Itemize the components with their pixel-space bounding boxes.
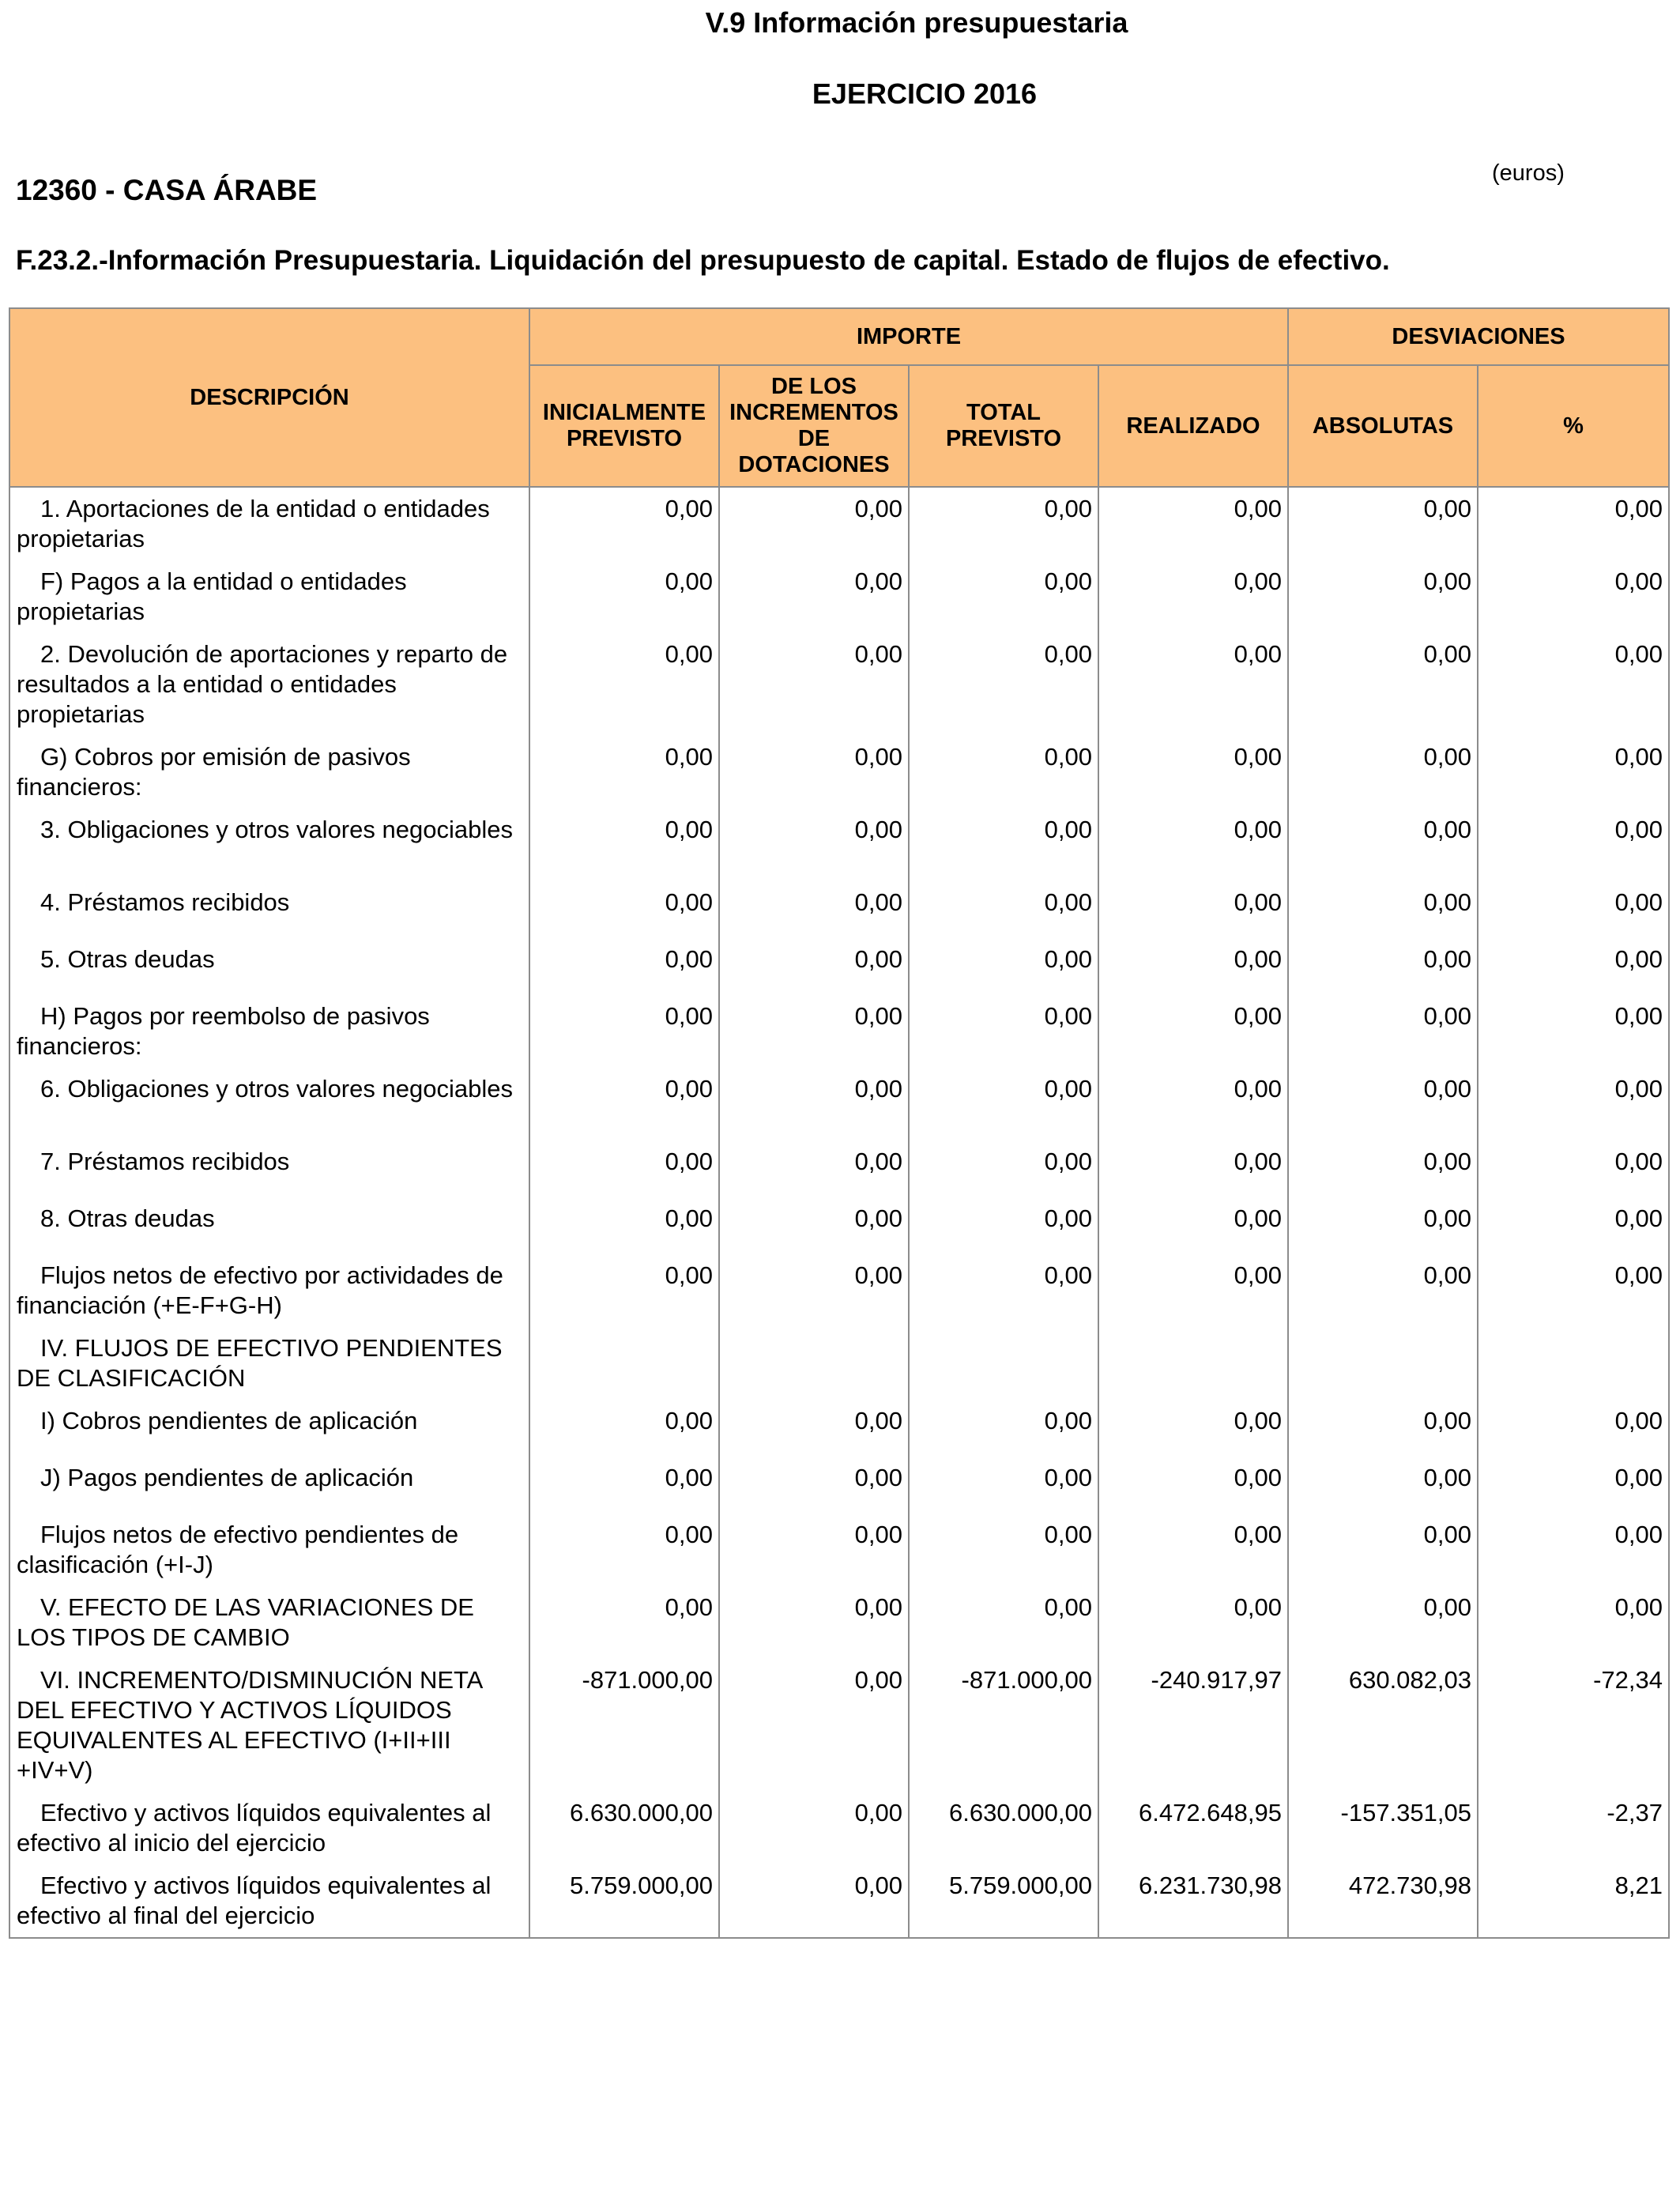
row-value: -240.917,97: [1098, 1659, 1288, 1792]
table-row: [9, 633, 1669, 736]
row-description: G) Cobros por emisión de pasivos financieros:: [9, 736, 529, 809]
row-value: 0,00: [1478, 1254, 1669, 1327]
header-description: DESCRIPCIÓN: [9, 308, 529, 487]
table-row: [9, 487, 1669, 560]
row-value: 0,00: [1288, 881, 1478, 938]
row-value: 472.730,98: [1288, 1864, 1478, 1938]
row-value: 0,00: [529, 736, 719, 809]
row-value: 0,00: [1478, 1068, 1669, 1140]
row-value: [1098, 1327, 1288, 1400]
table-row: [9, 1140, 1669, 1197]
row-description: F) Pagos a la entidad o entidades propietarias: [9, 560, 529, 633]
row-value: 0,00: [909, 938, 1098, 995]
row-value: 0,00: [909, 881, 1098, 938]
row-value: 0,00: [1288, 1140, 1478, 1197]
row-value: 0,00: [1098, 633, 1288, 736]
row-value: 0,00: [719, 1864, 909, 1938]
row-value: 0,00: [719, 1514, 909, 1586]
header-total-previsto: TOTAL PREVISTO: [909, 365, 1098, 487]
row-value: 6.630.000,00: [529, 1792, 719, 1864]
row-value: 0,00: [909, 487, 1098, 560]
row-value: 0,00: [1288, 1254, 1478, 1327]
row-description: 1. Aportaciones de la entidad o entidades propietarias: [9, 487, 529, 560]
table-row: [9, 1400, 1669, 1457]
row-value: 0,00: [529, 560, 719, 633]
row-value: 0,00: [909, 633, 1098, 736]
row-value: 0,00: [909, 1586, 1098, 1659]
row-value: 0,00: [719, 1457, 909, 1514]
row-value: 0,00: [1478, 1514, 1669, 1586]
header-absolutas: ABSOLUTAS: [1288, 365, 1478, 487]
row-value: 0,00: [719, 1659, 909, 1792]
row-value: 0,00: [1478, 1457, 1669, 1514]
row-value: 0,00: [909, 560, 1098, 633]
header-percent: %: [1478, 365, 1669, 487]
header-incrementos-dotaciones: DE LOS INCREMENTOS DE DOTACIONES: [719, 365, 909, 487]
table-row: [9, 1659, 1669, 1792]
row-value: 0,00: [1478, 736, 1669, 809]
table-row: [9, 995, 1669, 1068]
row-value: 0,00: [1098, 881, 1288, 938]
row-value: 0,00: [529, 938, 719, 995]
row-value: 6.630.000,00: [909, 1792, 1098, 1864]
row-value: 0,00: [1288, 938, 1478, 995]
row-value: 0,00: [529, 809, 719, 881]
table-row: [9, 809, 1669, 881]
table-row: [9, 1586, 1669, 1659]
row-value: 0,00: [529, 1068, 719, 1140]
row-value: 0,00: [529, 1197, 719, 1254]
row-value: 0,00: [1478, 1140, 1669, 1197]
row-value: 0,00: [909, 1197, 1098, 1254]
row-description: V. EFECTO DE LAS VARIACIONES DE LOS TIPOS DE CAMBIO: [9, 1586, 529, 1659]
fiscal-year-label: EJERCICIO 2016: [812, 77, 1038, 110]
row-description: 2. Devolución de aportaciones y reparto de resultados a la entidad o entidades propietarias: [9, 633, 529, 736]
row-value: 0,00: [529, 1457, 719, 1514]
row-value: 0,00: [1098, 1068, 1288, 1140]
row-value: 0,00: [1098, 1400, 1288, 1457]
row-value: 0,00: [529, 633, 719, 736]
row-value: 0,00: [1288, 487, 1478, 560]
report-subtitle: F.23.2.-Información Presupuestaria. Liquidación del presupuesto de capital. Estado de flujos de efectivo.: [16, 245, 1390, 276]
row-value: 0,00: [719, 633, 909, 736]
row-value: 8,21: [1478, 1864, 1669, 1938]
row-description: 6. Obligaciones y otros valores negociables: [9, 1068, 529, 1140]
row-value: 0,00: [909, 1254, 1098, 1327]
row-value: 0,00: [719, 1068, 909, 1140]
table-row: [9, 1197, 1669, 1254]
row-description: 3. Obligaciones y otros valores negociables: [9, 809, 529, 881]
cash-flow-table: [9, 307, 1670, 1939]
row-value: 0,00: [719, 487, 909, 560]
table-row: [9, 560, 1669, 633]
row-value: 0,00: [719, 1197, 909, 1254]
row-description: 4. Préstamos recibidos: [9, 881, 529, 938]
row-description: VI. INCREMENTO/DISMINUCIÓN NETA DEL EFECTIVO Y ACTIVOS LÍQUIDOS EQUIVALENTES AL EFECTIVO (I+II+III +IV+V): [9, 1659, 529, 1792]
row-value: 0,00: [909, 1457, 1098, 1514]
row-value: 0,00: [909, 1140, 1098, 1197]
row-value: 0,00: [1478, 1400, 1669, 1457]
row-value: 0,00: [1288, 560, 1478, 633]
row-value: 0,00: [529, 487, 719, 560]
row-value: 0,00: [1098, 736, 1288, 809]
row-value: 0,00: [1288, 995, 1478, 1068]
row-value: 0,00: [1478, 1197, 1669, 1254]
row-value: 0,00: [1288, 1068, 1478, 1140]
row-description: 7. Préstamos recibidos: [9, 1140, 529, 1197]
row-value: 0,00: [1098, 1254, 1288, 1327]
row-value: 0,00: [719, 1140, 909, 1197]
row-value: 0,00: [1478, 487, 1669, 560]
row-value: 0,00: [719, 1586, 909, 1659]
row-value: 0,00: [529, 1140, 719, 1197]
row-value: 0,00: [1098, 487, 1288, 560]
row-value: 0,00: [909, 809, 1098, 881]
row-value: 0,00: [719, 736, 909, 809]
row-value: 0,00: [529, 1254, 719, 1327]
row-value: 6.231.730,98: [1098, 1864, 1288, 1938]
row-value: 0,00: [719, 1792, 909, 1864]
row-value: 0,00: [1288, 1400, 1478, 1457]
row-value: 0,00: [719, 1254, 909, 1327]
row-value: 0,00: [1288, 1457, 1478, 1514]
row-value: 0,00: [529, 1586, 719, 1659]
row-description: I) Cobros pendientes de aplicación: [9, 1400, 529, 1457]
row-value: 0,00: [1478, 881, 1669, 938]
row-value: 0,00: [1478, 633, 1669, 736]
row-value: 0,00: [1288, 633, 1478, 736]
row-value: [909, 1327, 1098, 1400]
table-row: [9, 1068, 1669, 1140]
row-value: [529, 1327, 719, 1400]
row-value: 5.759.000,00: [529, 1864, 719, 1938]
row-value: 0,00: [909, 1068, 1098, 1140]
row-description: Efectivo y activos líquidos equivalentes al efectivo al inicio del ejercicio: [9, 1792, 529, 1864]
row-description: 8. Otras deudas: [9, 1197, 529, 1254]
row-value: 6.472.648,95: [1098, 1792, 1288, 1864]
row-value: 0,00: [909, 736, 1098, 809]
row-value: -72,34: [1478, 1659, 1669, 1792]
table-row: [9, 1864, 1669, 1938]
row-value: 0,00: [1098, 1514, 1288, 1586]
table-row: [9, 1792, 1669, 1864]
row-value: 0,00: [909, 1514, 1098, 1586]
row-value: -157.351,05: [1288, 1792, 1478, 1864]
row-value: 630.082,03: [1288, 1659, 1478, 1792]
row-value: 0,00: [529, 881, 719, 938]
row-value: 0,00: [1288, 1197, 1478, 1254]
row-value: 0,00: [529, 995, 719, 1068]
header-realizado: REALIZADO: [1098, 365, 1288, 487]
row-value: 0,00: [719, 1400, 909, 1457]
row-value: 0,00: [1478, 560, 1669, 633]
row-value: 0,00: [1288, 1514, 1478, 1586]
table-row: [9, 881, 1669, 938]
row-description: H) Pagos por reembolso de pasivos financieros:: [9, 995, 529, 1068]
row-value: 0,00: [1478, 1586, 1669, 1659]
row-description: Efectivo y activos líquidos equivalentes al efectivo al final del ejercicio: [9, 1864, 529, 1938]
table-row: [9, 1327, 1669, 1400]
table-row: [9, 1457, 1669, 1514]
row-value: 0,00: [1098, 995, 1288, 1068]
table-row: [9, 1254, 1669, 1327]
row-description: 5. Otras deudas: [9, 938, 529, 995]
row-value: 0,00: [719, 560, 909, 633]
row-value: 0,00: [1098, 560, 1288, 633]
row-value: 0,00: [1098, 1140, 1288, 1197]
row-value: 0,00: [1098, 809, 1288, 881]
header-importe: IMPORTE: [529, 308, 1288, 365]
row-description: J) Pagos pendientes de aplicación: [9, 1457, 529, 1514]
row-value: 0,00: [529, 1514, 719, 1586]
row-value: -871.000,00: [529, 1659, 719, 1792]
header-desviaciones: DESVIACIONES: [1288, 308, 1669, 365]
table-row: [9, 1514, 1669, 1586]
row-value: -2,37: [1478, 1792, 1669, 1864]
row-value: -871.000,00: [909, 1659, 1098, 1792]
row-value: 0,00: [529, 1400, 719, 1457]
row-value: 0,00: [1098, 1457, 1288, 1514]
units-label: (euros): [1492, 160, 1565, 186]
entity-name: 12360 - CASA ÁRABE: [16, 174, 318, 206]
row-value: 0,00: [1288, 809, 1478, 881]
row-value: 0,00: [1098, 1586, 1288, 1659]
row-value: [719, 1327, 909, 1400]
row-value: 0,00: [719, 881, 909, 938]
row-value: 0,00: [1098, 1197, 1288, 1254]
table-row: [9, 938, 1669, 995]
row-value: 0,00: [1478, 809, 1669, 881]
page-title: V.9 Información presupuestaria: [705, 6, 1128, 39]
row-value: 0,00: [1098, 938, 1288, 995]
row-value: 0,00: [1288, 1586, 1478, 1659]
row-value: 5.759.000,00: [909, 1864, 1098, 1938]
row-value: 0,00: [1478, 938, 1669, 995]
row-value: 0,00: [719, 809, 909, 881]
row-value: [1288, 1327, 1478, 1400]
row-description: Flujos netos de efectivo pendientes de clasificación (+I-J): [9, 1514, 529, 1586]
row-value: 0,00: [719, 938, 909, 995]
table-row: [9, 736, 1669, 809]
header-inicialmente-previsto: INICIALMENTE PREVISTO: [529, 365, 719, 487]
row-description: IV. FLUJOS DE EFECTIVO PENDIENTES DE CLASIFICACIÓN: [9, 1327, 529, 1400]
row-value: 0,00: [1478, 995, 1669, 1068]
row-value: [1478, 1327, 1669, 1400]
row-description: Flujos netos de efectivo por actividades de financiación (+E-F+G-H): [9, 1254, 529, 1327]
row-value: 0,00: [1288, 736, 1478, 809]
row-value: 0,00: [719, 995, 909, 1068]
row-value: 0,00: [909, 995, 1098, 1068]
row-value: 0,00: [909, 1400, 1098, 1457]
